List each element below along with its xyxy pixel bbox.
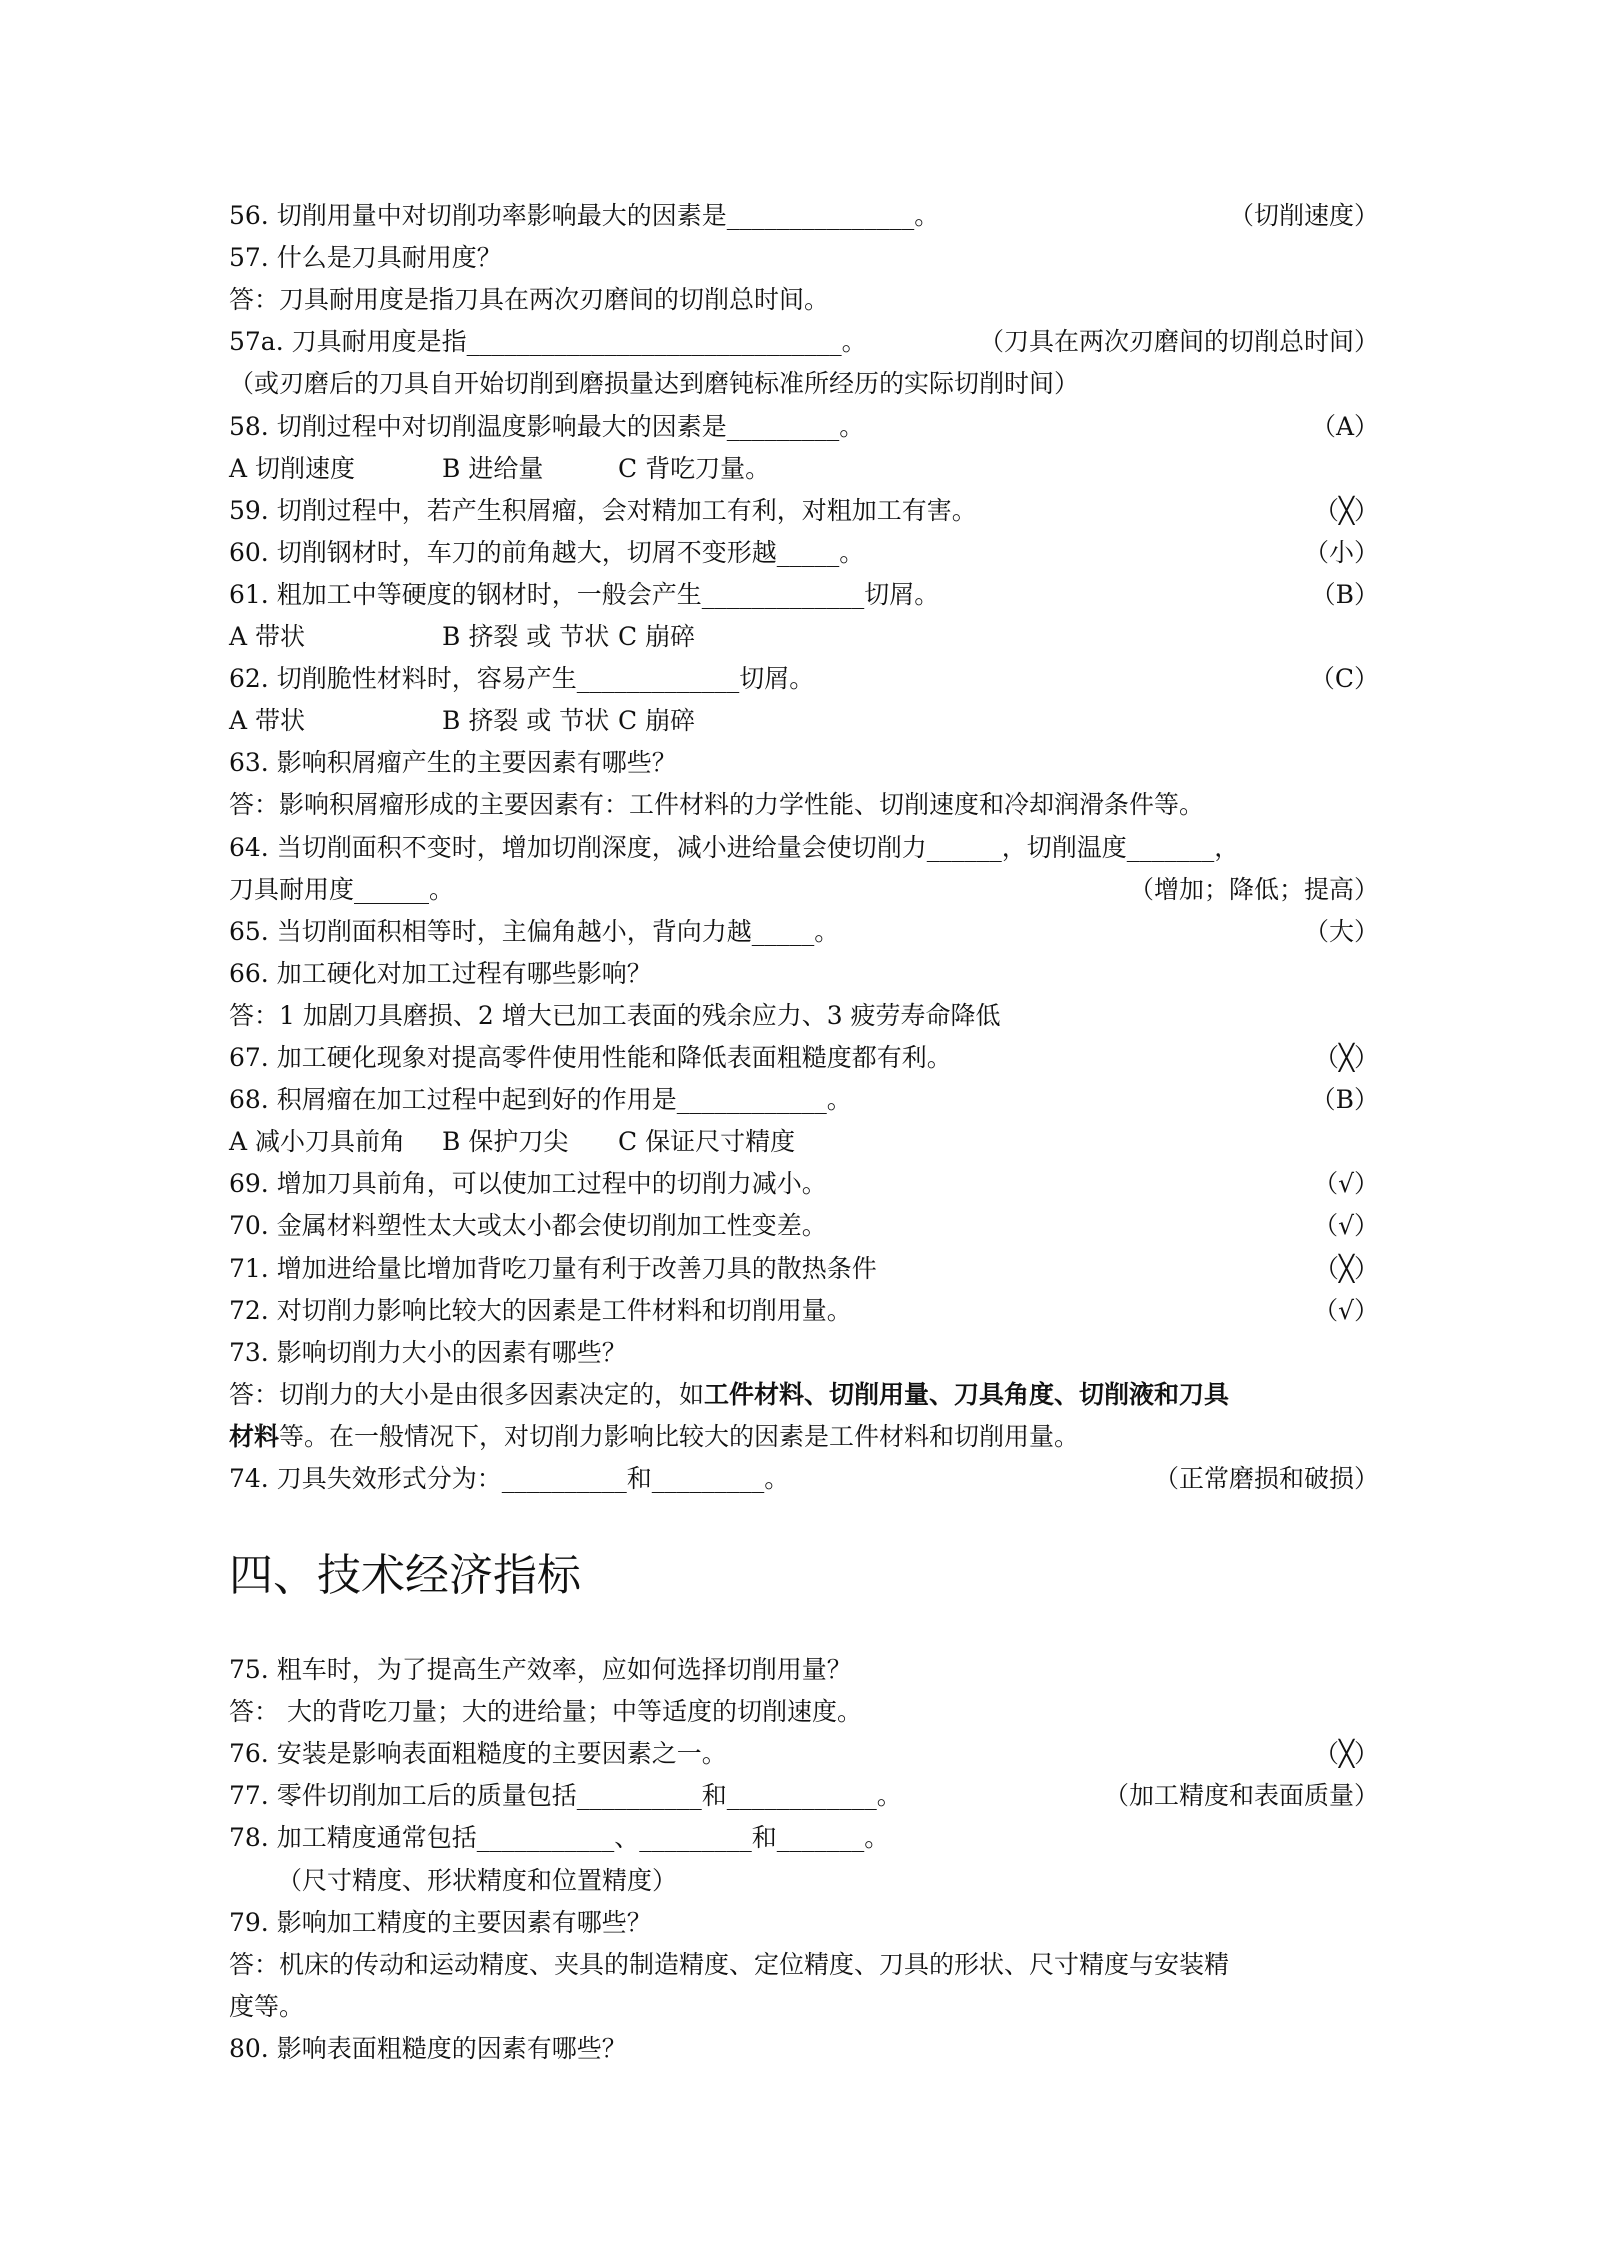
text-line bbox=[229, 1651, 1379, 1689]
text-line bbox=[229, 1250, 1379, 1288]
line-text: 73. 影响切削力大小的因素有哪些？ bbox=[229, 1337, 627, 1367]
line-text: 68. 积屑瘤在加工过程中起到好的作用是____________。 bbox=[229, 1085, 852, 1115]
answer-text: （╳） bbox=[1313, 1739, 1379, 1769]
text-line bbox=[229, 1207, 1379, 1245]
answer-text: （正常磨损和破损） bbox=[1153, 1464, 1379, 1493]
text-line bbox=[229, 744, 1379, 782]
answer-text: （切削速度） bbox=[1228, 201, 1379, 230]
text-line bbox=[229, 1334, 1379, 1372]
answer-text: （B） bbox=[1310, 579, 1379, 609]
answer-text: （╳） bbox=[1313, 1043, 1379, 1072]
option-choice: B 进给量 bbox=[442, 453, 544, 483]
mixed-text bbox=[229, 1418, 1079, 1456]
answer-text: （√） bbox=[1313, 1169, 1379, 1199]
option-choice: B 挤裂 或 节状 bbox=[442, 706, 610, 736]
text-line bbox=[229, 702, 1379, 740]
line-text: 80. 影响表面粗糙度的因素有哪些？ bbox=[229, 2033, 627, 2063]
text-line bbox=[229, 2030, 1379, 2068]
line-text: 70. 金属材料塑性太大或太小都会使切削加工性变差。 bbox=[229, 1211, 827, 1241]
text-line bbox=[229, 450, 1379, 488]
line-text: 65. 当切削面积相等时，主偏角越小，背向力越_____。 bbox=[229, 916, 840, 946]
option-choice: C 背吃刀量。 bbox=[618, 453, 771, 483]
text-line bbox=[229, 492, 1379, 530]
mixed-text bbox=[229, 1376, 1229, 1414]
text-line bbox=[229, 1081, 1379, 1119]
text-line bbox=[229, 618, 1379, 656]
text-line bbox=[229, 197, 1379, 235]
section-heading: 四、技术经济指标 bbox=[229, 1550, 581, 1601]
option-choice: A 切削速度 bbox=[229, 453, 356, 483]
text-line bbox=[229, 534, 1379, 572]
line-text: 答： 大的背吃刀量；大的进给量；中等适度的切削速度。 bbox=[229, 1697, 862, 1727]
answer-text: （√） bbox=[1313, 1295, 1379, 1325]
text-line bbox=[229, 1460, 1379, 1498]
text-line bbox=[229, 955, 1379, 993]
text-line bbox=[229, 1292, 1379, 1330]
text-line bbox=[229, 1418, 1379, 1456]
line-text: 72. 对切削力影响比较大的因素是工件材料和切削用量。 bbox=[229, 1295, 852, 1325]
line-text: 刀具耐用度______。 bbox=[229, 874, 455, 904]
line-text: 61. 粗加工中等硬度的钢材时，一般会产生_____________切屑。 bbox=[229, 579, 940, 609]
text-line bbox=[229, 871, 1379, 909]
line-text: 答：刀具耐用度是指刀具在两次刃磨间的切削总时间。 bbox=[229, 285, 830, 315]
line-text: 66. 加工硬化对加工过程有哪些影响？ bbox=[229, 958, 652, 988]
text-line bbox=[229, 660, 1379, 698]
answer-text: （刀具在两次刃磨间的切削总时间） bbox=[978, 327, 1379, 357]
text-line bbox=[229, 1039, 1379, 1077]
line-text: 度等。 bbox=[229, 1991, 305, 2021]
line-text: 78. 加工精度通常包括___________、_________和_______。 bbox=[229, 1823, 890, 1853]
answer-text: （加工精度和表面质量） bbox=[1103, 1781, 1379, 1811]
text-line bbox=[229, 1123, 1379, 1161]
answer-text: （√） bbox=[1313, 1211, 1379, 1241]
text-line bbox=[229, 829, 1379, 867]
line-text: 答：影响积屑瘤形成的主要因素有：工件材料的力学性能、切削速度和冷却润滑条件等。 bbox=[229, 790, 1205, 820]
answer-text: （╳） bbox=[1313, 495, 1379, 525]
answer-text: （增加；降低；提高） bbox=[1128, 874, 1379, 904]
line-text: 答：1 加剧刀具磨损、2 增大已加工表面的残余应力、3 疲劳寿命降低 bbox=[229, 1000, 1001, 1030]
option-choice: B 挤裂 或 节状 bbox=[442, 622, 610, 651]
text-line bbox=[229, 408, 1379, 446]
answer-text: （╳） bbox=[1313, 1253, 1379, 1283]
text-line bbox=[229, 1777, 1379, 1815]
line-text: 56. 切削用量中对切削功率影响最大的因素是_______________。 bbox=[229, 201, 940, 230]
option-choice: A 带状 bbox=[229, 622, 306, 651]
text-line bbox=[229, 281, 1379, 319]
text-line bbox=[229, 1735, 1379, 1773]
text-line bbox=[229, 1165, 1379, 1203]
text-line bbox=[229, 1693, 1379, 1731]
option-choice: C 保证尺寸精度 bbox=[618, 1127, 796, 1157]
option-choice: B 保护刀尖 bbox=[442, 1127, 569, 1157]
line-text: 答：切削力的大小是由很多因素决定的，如 bbox=[229, 1379, 705, 1409]
line-text: 69. 增加刀具前角，可以使加工过程中的切削力减小。 bbox=[229, 1169, 827, 1199]
line-text: 74. 刀具失效形式分为：__________和_________。 bbox=[229, 1464, 790, 1493]
text-line bbox=[229, 1988, 1379, 2026]
line-text: 57a. 刀具耐用度是指______________________________。 bbox=[229, 327, 867, 357]
text-line bbox=[229, 1904, 1379, 1942]
line-text: （尺寸精度、形状精度和位置精度） bbox=[277, 1865, 678, 1895]
line-text: 答：机床的传动和运动精度、夹具的制造精度、定位精度、刀具的形状、尺寸精度与安装精 bbox=[229, 1949, 1230, 1979]
bold-text: 工件材料、切削用量、刀具角度、切削液和刀具 bbox=[704, 1379, 1230, 1409]
text-line bbox=[229, 1376, 1379, 1414]
text-line bbox=[229, 913, 1379, 951]
line-text: 64. 当切削面积不变时，增加切削深度，减小进给量会使切削力______，切削温度_______， bbox=[229, 832, 1240, 862]
answer-text: （A） bbox=[1310, 411, 1379, 441]
text-line bbox=[229, 1862, 1379, 1900]
option-choice: C 崩碎 bbox=[618, 622, 696, 651]
option-choice: C 崩碎 bbox=[618, 706, 696, 736]
answer-text: （小） bbox=[1303, 537, 1379, 567]
text-line bbox=[229, 1819, 1379, 1857]
line-text: 57. 什么是刀具耐用度？ bbox=[229, 243, 502, 273]
line-text: （或刃磨后的刀具自开始切削到磨损量达到磨钝标准所经历的实际切削时间） bbox=[229, 369, 1080, 399]
text-line bbox=[229, 997, 1379, 1035]
answer-text: （大） bbox=[1303, 916, 1379, 946]
text-line bbox=[229, 786, 1379, 824]
bold-text: 材料 bbox=[229, 1421, 280, 1451]
line-text: 79. 影响加工精度的主要因素有哪些？ bbox=[229, 1907, 652, 1937]
line-text: 77. 零件切削加工后的质量包括__________和____________。 bbox=[229, 1781, 902, 1811]
line-text: 60. 切削钢材时，车刀的前角越大，切屑不变形越_____。 bbox=[229, 537, 865, 567]
line-text: 71. 增加进给量比增加背吃刀量有利于改善刀具的散热条件 bbox=[229, 1253, 877, 1283]
line-text: 76. 安装是影响表面粗糙度的主要因素之一。 bbox=[229, 1739, 727, 1769]
text-line bbox=[229, 365, 1379, 403]
line-text: 63. 影响积屑瘤产生的主要因素有哪些？ bbox=[229, 748, 677, 778]
line-text: 62. 切削脆性材料时，容易产生_____________切屑。 bbox=[229, 664, 815, 694]
line-text: 75. 粗车时，为了提高生产效率，应如何选择切削用量？ bbox=[229, 1655, 852, 1684]
line-text: 67. 加工硬化现象对提高零件使用性能和降低表面粗糙度都有利。 bbox=[229, 1043, 952, 1072]
option-choice: A 带状 bbox=[229, 706, 306, 736]
answer-text: （C） bbox=[1309, 664, 1379, 694]
text-line bbox=[229, 323, 1379, 361]
answer-text: （B） bbox=[1310, 1085, 1379, 1115]
line-text: 59. 切削过程中，若产生积屑瘤，会对精加工有利，对粗加工有害。 bbox=[229, 495, 977, 525]
text-line bbox=[229, 239, 1379, 277]
text-line bbox=[229, 1946, 1379, 1984]
option-choice: A 减小刀具前角 bbox=[229, 1127, 406, 1157]
text-line bbox=[229, 576, 1379, 614]
line-text: 58. 切削过程中对切削温度影响最大的因素是_________。 bbox=[229, 411, 865, 441]
line-text: 等。在一般情况下，对切削力影响比较大的因素是工件材料和切削用量。 bbox=[279, 1421, 1080, 1451]
